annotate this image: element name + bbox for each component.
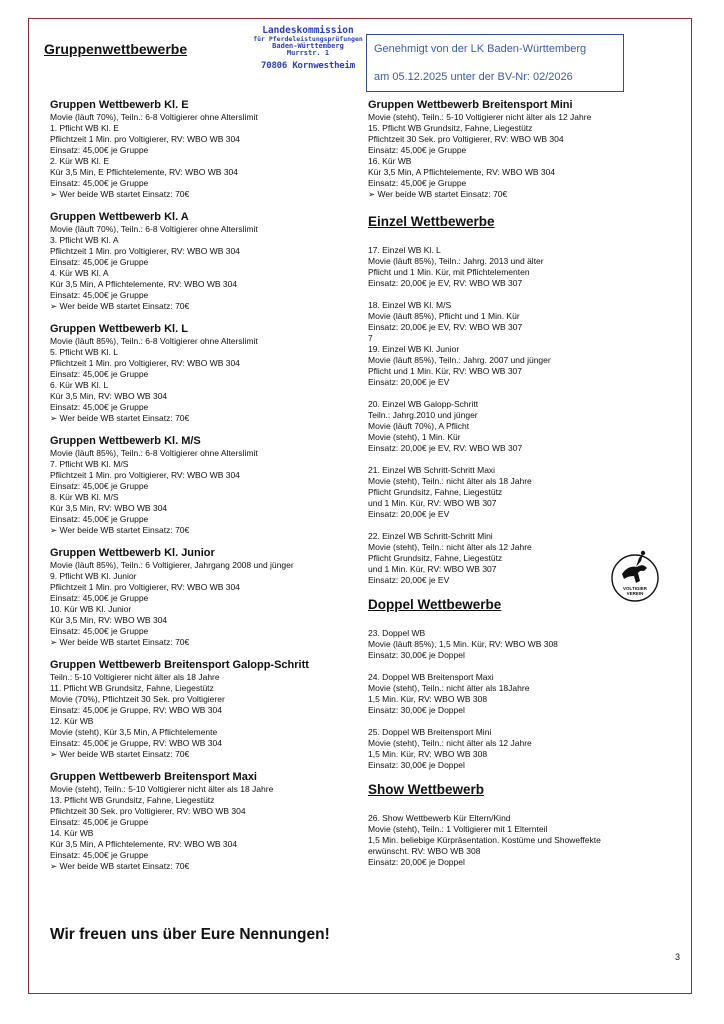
entry-line: Movie (läuft 70%), A Pflicht [368,421,470,431]
entry-line: 18. Einzel WB Kl. M/S [368,300,452,310]
section-title: Gruppen Wettbewerb Breitensport Galopp-Schritt [50,659,309,671]
section-line: Kür 3,5 Min, E Pflichtelemente, RV: WBO WB 304 [50,167,239,177]
page-title: Gruppenwettbewerbe [44,41,188,57]
section-line: Einsatz: 45,00€ je Gruppe [50,514,149,524]
section-line: Teiln.: 5-10 Voltigierer nicht älter als 18 Jahre [50,672,220,682]
entry-line: Movie (steht), Teiln.: nicht älter als 18 Jahre [368,476,532,486]
section-line: Pflichtzeit 1 Min. pro Voltigierer, RV: WBO WB 304 [50,470,240,480]
section-line: Einsatz: 45,00€ je Gruppe [50,257,149,267]
stamp-line: Baden-Württemberg [272,41,344,50]
section-line: Einsatz: 45,00€ je Gruppe, RV: WBO WB 304 [50,705,222,715]
entry-line: Einsatz: 30,00€ je Doppel [368,650,465,660]
section-line: Einsatz: 45,00€ je Gruppe [50,481,149,491]
approval-box [366,34,624,92]
entry-line: Teiln.: Jahrg.2010 und jünger [368,410,478,420]
entry-line: Einsatz: 20,00€ je EV, RV: WBO WB 307 [368,322,523,332]
entry-line: Movie (läuft 85%), Teiln.: Jahrg. 2007 und jünger [368,355,551,365]
section-line: Movie (steht), Kür 3,5 Min, A Pflichtelemente [50,727,218,737]
entry-line: Einsatz: 20,00€ je Doppel [368,857,465,867]
entry-line: 20. Einzel WB Galopp-Schritt [368,399,479,409]
section-line: Kür 3,5 Min, RV: WBO WB 304 [50,615,168,625]
section-line: 16. Kür WB [368,156,412,166]
section-line: 7. Pflicht WB Kl. M/S [50,459,129,469]
entry-line: Movie (läuft 85%), 1,5 Min. Kür, RV: WBO WB 308 [368,639,558,649]
section-line: Kür 3,5 Min, A Pflichtelemente, RV: WBO WB 304 [50,279,238,289]
competition-section [50,99,350,200]
einzel-heading: Einzel Wettbewerbe [368,214,495,229]
section-line: Movie (70%), Pflichtzeit 30 Sek. pro Voltigierer [50,694,225,704]
section-line: Movie (läuft 85%), Teiln.: 6 Voltigierer, Jahrgang 2008 und jünger [50,560,294,570]
section-line: Pflichtzeit 1 Min. pro Voltigierer, RV: WBO WB 304 [50,246,240,256]
section-line: Kür 3,5 Min, RV: WBO WB 304 [50,391,168,401]
section-line: 9. Pflicht WB Kl. Junior [50,571,137,581]
section-line: 8. Kür WB Kl. M/S [50,492,119,502]
entry-line: Einsatz: 20,00€ je EV, RV: WBO WB 307 [368,278,523,288]
stamp-line: 70806 Kornwestheim [261,61,355,72]
entry-line: Movie (steht), Teiln.: 1 Voltigierer mit 1 Elternteil [368,824,548,834]
entry-line: 1,5 Min. Kür, RV: WBO WB 308 [368,749,488,759]
section-line: Einsatz: 45,00€ je Gruppe [50,817,149,827]
page-number: 3 [675,952,681,962]
competition-entry [368,628,668,661]
section-line: Pflichtzeit 30 Sek. pro Voltigierer, RV: WBO WB 304 [368,134,564,144]
section-line: Einsatz: 45,00€ je Gruppe [50,290,149,300]
section-line: Movie (läuft 85%), Teiln.: 6-8 Voltigierer ohne Alterslimit [50,336,258,346]
competition-entry [368,465,668,520]
section-line: Pflichtzeit 1 Min. pro Voltigierer, RV: WBO WB 304 [50,358,240,368]
stamp-line: Landeskommission [262,25,354,36]
entry-line: Movie (läuft 85%), Pflicht und 1 Min. Kür [368,311,520,321]
section-title: Gruppen Wettbewerb Kl. L [50,323,188,335]
competition-section [50,435,350,536]
entry-line: Pflicht und 1 Min. Kür, RV: WBO WB 307 [368,366,523,376]
section-line: Einsatz: 45,00€ je Gruppe, RV: WBO WB 304 [50,738,222,748]
section-line: Einsatz: 45,00€ je Gruppe [50,850,149,860]
section-line: 5. Pflicht WB Kl. L [50,347,119,357]
section-line: Kür 3,5 Min, A Pflichtelemente, RV: WBO WB 304 [368,167,556,177]
entry-line: erwünscht. RV: WBO WB 308 [368,846,481,856]
section-line: Einsatz: 45,00€ je Gruppe [50,145,149,155]
entry-line: Einsatz: 20,00€ je EV, RV: WBO WB 307 [368,443,523,453]
competition-section [50,323,350,424]
entry-line: Pflicht Grundsitz, Fahne, Liegestütz [368,553,503,563]
svg-text:VEREIN: VEREIN [626,591,644,596]
svg-text:VOLTIGIER: VOLTIGIER [623,586,647,591]
entry-line: Einsatz: 30,00€ je Doppel [368,705,465,715]
entry-line: Movie (steht), 1 Min. Kür [368,432,461,442]
show-heading: Show Wettbewerb [368,782,485,797]
section-line: ➢ Wer beide WB startet Einsatz: 70€ [50,301,190,311]
entry-line: und 1 Min. Kür, RV: WBO WB 307 [368,498,497,508]
entry-line: 22. Einzel WB Schritt-Schritt Mini [368,531,493,541]
section-line: Kür 3,5 Min, RV: WBO WB 304 [50,503,168,513]
section-line: ➢ Wer beide WB startet Einsatz: 70€ [368,189,508,199]
entry-line: und 1 Min. Kür, RV: WBO WB 307 [368,564,497,574]
right-column [368,99,668,879]
entry-line: 7 [368,333,373,343]
approval-line: Genehmigt von der LK Baden-Württemberg [374,43,587,55]
competition-entry [368,399,668,454]
entry-line: 19. Einzel WB Kl. Junior [368,344,460,354]
section-line: Pflichtzeit 1 Min. pro Voltigierer, RV: WBO WB 304 [50,134,240,144]
section-line: Einsatz: 45,00€ je Gruppe [50,402,149,412]
entry-line: 25. Doppel WB Breitensport Mini [368,727,492,737]
competition-entry [368,245,668,289]
competition-section [50,211,350,312]
section-line: 6. Kür WB Kl. L [50,380,109,390]
section-line: 3. Pflicht WB Kl. A [50,235,119,245]
section-line: Movie (läuft 85%), Teiln.: 6-8 Voltigierer ohne Alterslimit [50,448,258,458]
section-line: 4. Kür WB Kl. A [50,268,109,278]
entry-line: 26. Show Wettbewerb Kür Eltern/Kind [368,813,511,823]
section-line: ➢ Wer beide WB startet Einsatz: 70€ [50,749,190,759]
section-line: 1. Pflicht WB Kl. E [50,123,119,133]
section-line: 15. Pflicht WB Grundsitz, Fahne, Liegestütz [368,123,533,133]
entry-line: 1,5 Min. beliebige Kürpräsentation. Kostüme und Showeffekte [368,835,601,845]
left-column [50,99,350,883]
section-line: 12. Kür WB [50,716,94,726]
competition-entry [368,300,668,388]
section-line: Pflichtzeit 30 Sek. pro Voltigierer, RV: WBO WB 304 [50,806,246,816]
section-line: 11. Pflicht WB Grundsitz, Fahne, Liegestütz [50,683,214,693]
entry-line: 17. Einzel WB Kl. L [368,245,441,255]
entry-line: Movie (steht), Teiln.: nicht älter als 12 Jahre [368,738,532,748]
entry-line: 21. Einzel WB Schritt-Schritt Maxi [368,465,496,475]
entry-line: Einsatz: 20,00€ je EV [368,509,450,519]
entry-line: Movie (steht), Teiln.: nicht älter als 18Jahre [368,683,530,693]
section-line: 2. Kür WB Kl. E [50,156,110,166]
approval-line: am 05.12.2025 unter der BV-Nr: 02/2026 [374,71,573,84]
doppel-heading: Doppel Wettbewerbe [368,597,502,612]
section-line: ➢ Wer beide WB startet Einsatz: 70€ [50,413,190,423]
entry-line: 1,5 Min. Kür, RV: WBO WB 308 [368,694,488,704]
section-line: Movie (steht), Teiln.: 5-10 Voltigierer nicht älter als 18 Jahre [50,784,274,794]
competition-entry [368,813,668,868]
section-line: ➢ Wer beide WB startet Einsatz: 70€ [50,189,190,199]
section-line: 14. Kür WB [50,828,94,838]
section-title: Gruppen Wettbewerb Kl. A [50,211,189,223]
section-line: Einsatz: 45,00€ je Gruppe [368,145,467,155]
entry-line: Movie (läuft 85%), Teiln.: Jahrg. 2013 und älter [368,256,544,266]
closing-message: Wir freuen uns über Eure Nennungen! [50,926,330,943]
entry-line: Einsatz: 20,00€ je EV [368,575,450,585]
section-title: Gruppen Wettbewerb Kl. E [50,99,189,111]
section-line: Einsatz: 45,00€ je Gruppe [50,593,149,603]
section-line: ➢ Wer beide WB startet Einsatz: 70€ [50,525,190,535]
competition-section [50,771,350,872]
section-title: Gruppen Wettbewerb Kl. M/S [50,435,201,447]
commission-stamp [248,26,368,72]
section-line: Einsatz: 45,00€ je Gruppe [368,178,467,188]
section-title: Gruppen Wettbewerb Breitensport Maxi [50,771,257,783]
section-line: ➢ Wer beide WB startet Einsatz: 70€ [50,861,190,871]
entry-line: 23. Doppel WB [368,628,426,638]
competition-section [368,99,668,200]
entry-line: 24. Doppel WB Breitensport Maxi [368,672,494,682]
competition-entry [368,672,668,716]
entry-line: Pflicht Grundsitz, Fahne, Liegestütz [368,487,503,497]
section-line: ➢ Wer beide WB startet Einsatz: 70€ [50,637,190,647]
entry-line: Einsatz: 20,00€ je EV [368,377,450,387]
section-line: Einsatz: 45,00€ je Gruppe [50,626,149,636]
section-line: Movie (läuft 70%), Teiln.: 6-8 Voltigierer ohne Alterslimit [50,112,258,122]
entry-line: Einsatz: 30,00€ je Doppel [368,760,465,770]
section-line: 10. Kür WB Kl. Junior [50,604,132,614]
voltigier-verein-emblem-icon [610,548,660,604]
section-line: Movie (läuft 70%), Teiln.: 6-8 Voltigierer ohne Alterslimit [50,224,258,234]
section-line: Pflichtzeit 1 Min. pro Voltigierer, RV: WBO WB 304 [50,582,240,592]
section-line: Einsatz: 45,00€ je Gruppe [50,369,149,379]
competition-section [50,659,350,760]
section-title: Gruppen Wettbewerb Breitensport Mini [368,99,573,111]
section-line: Einsatz: 45,00€ je Gruppe [50,178,149,188]
stamp-line: Murrstr. 1 [286,49,330,58]
section-title: Gruppen Wettbewerb Kl. Junior [50,547,215,559]
section-line: Movie (steht), Teiln.: 5-10 Voltigierer nicht älter als 12 Jahre [368,112,592,122]
competition-section [50,547,350,648]
section-line: 13. Pflicht WB Grundsitz, Fahne, Liegestütz [50,795,215,805]
competition-entry [368,727,668,771]
entry-line: Pflicht und 1 Min. Kür, mit Pflichtelementen [368,267,530,277]
section-line: Kür 3,5 Min, A Pflichtelemente, RV: WBO WB 304 [50,839,238,849]
stamp-line: für Pferdeleistungsprüfungen [253,34,363,43]
entry-line: Movie (steht), Teiln.: nicht älter als 12 Jahre [368,542,532,552]
